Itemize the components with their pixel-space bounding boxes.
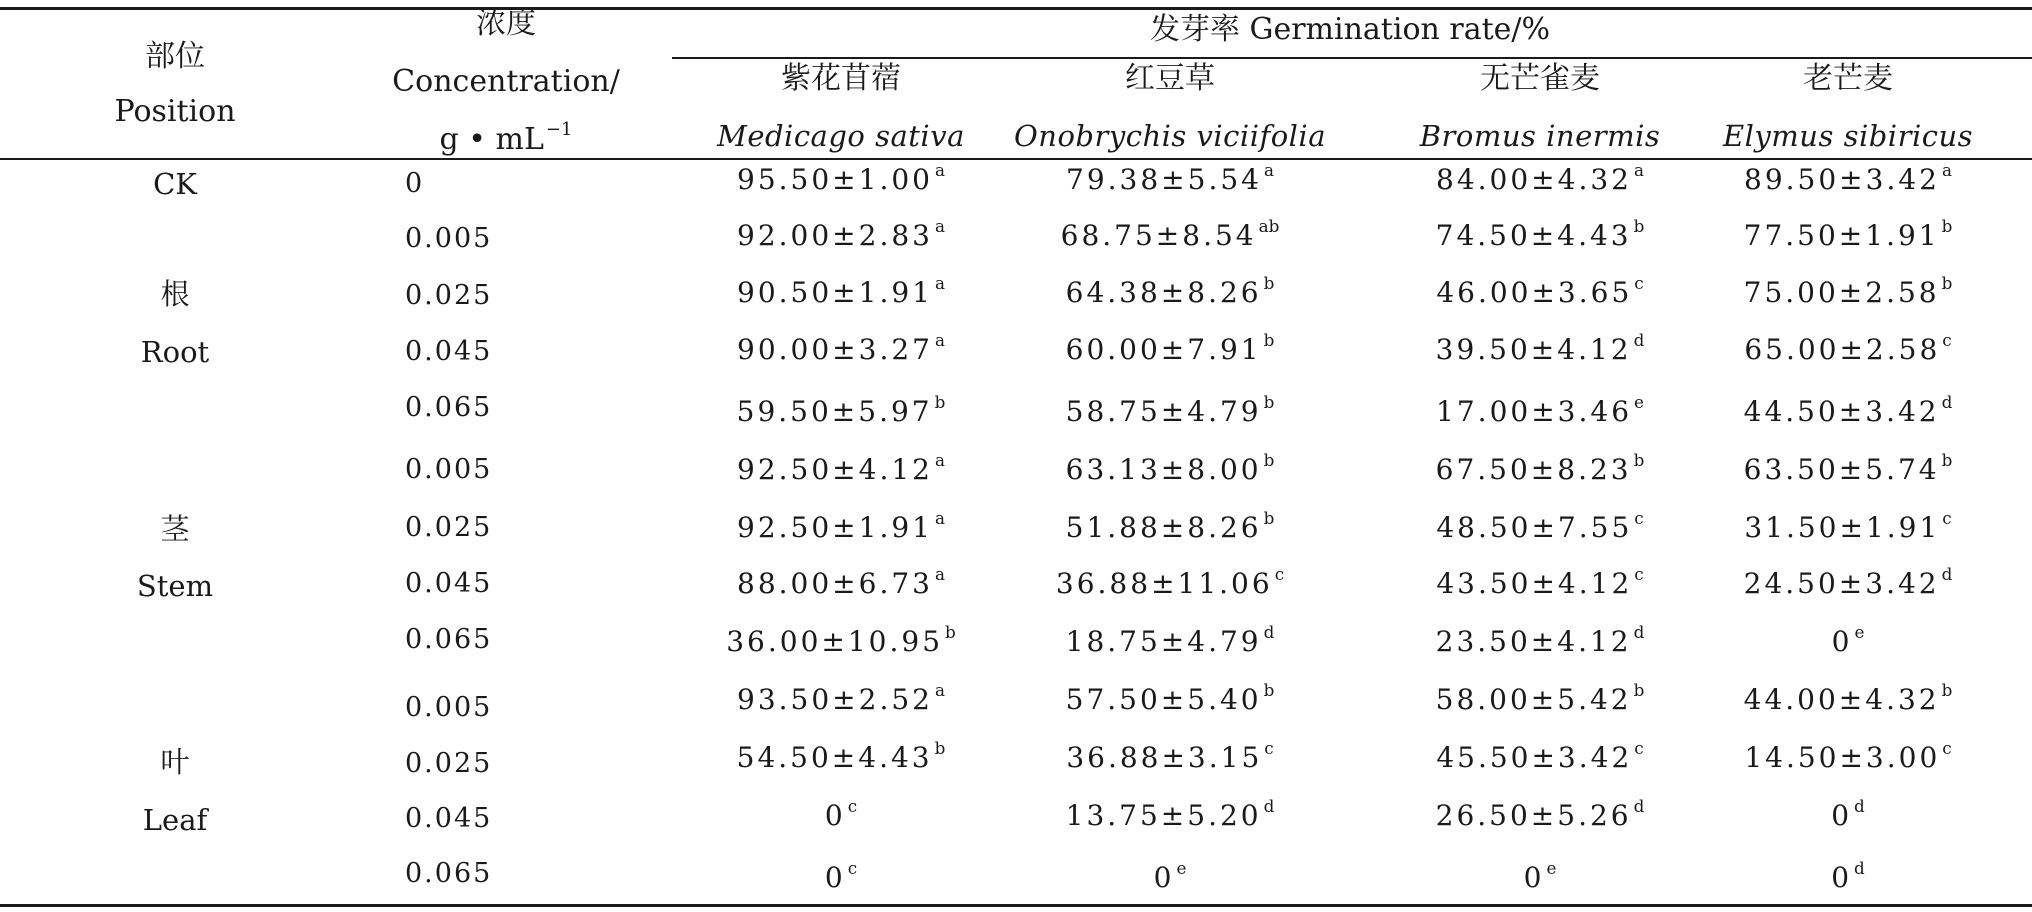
- cell-value: 90.50±1.91: [737, 276, 933, 309]
- bottom-rule: [0, 904, 2032, 907]
- table-cell: [1831, 796, 1865, 832]
- table-cell: [1065, 508, 1275, 544]
- table-cell: [1436, 738, 1644, 774]
- cell-value: 51.88±8.26: [1065, 511, 1262, 544]
- cell-value: 60.00±7.91: [1065, 333, 1262, 366]
- cell-value: 39.50±4.12: [1435, 333, 1632, 366]
- group-leaf-label-en: Leaf: [142, 803, 208, 837]
- table-cell: [1055, 564, 1285, 600]
- significance-letter: a: [934, 216, 945, 237]
- concentration-value: 0.005: [405, 692, 493, 723]
- table-cell: [1743, 450, 1953, 486]
- table-cell: [1065, 273, 1275, 309]
- table-cell: [1065, 680, 1275, 716]
- table-cell: [1065, 796, 1275, 832]
- table-cell: [726, 622, 956, 658]
- header-bottom-rule: [0, 158, 2032, 160]
- group-root-label-en: Root: [140, 335, 210, 369]
- table-cell: [1743, 680, 1953, 716]
- group-stem-label-zh: 茎: [160, 512, 190, 546]
- cell-value: 54.50±4.43: [736, 741, 933, 774]
- significance-letter: d: [1633, 622, 1645, 643]
- significance-letter: b: [1941, 680, 1953, 701]
- table-cell: [1436, 273, 1644, 309]
- cell-value: 92.00±2.83: [737, 219, 933, 252]
- species-latin-elymus: Elymus sibiricus: [1722, 119, 1974, 153]
- cell-value: 59.50±5.97: [736, 395, 933, 428]
- cell-value: 0: [824, 861, 846, 894]
- significance-letter: c: [847, 796, 858, 817]
- cell-value: 24.50±3.42: [1743, 567, 1940, 600]
- significance-letter: b: [1263, 330, 1275, 351]
- table-cell: [1435, 796, 1645, 832]
- cell-value: 36.88±3.15: [1066, 741, 1263, 774]
- significance-letter: ab: [1258, 216, 1280, 237]
- concentration-value: 0.045: [405, 803, 493, 834]
- table-cell: [1744, 738, 1952, 774]
- significance-letter: a: [934, 450, 945, 471]
- cell-value: 74.50±4.43: [1435, 219, 1632, 252]
- concentration-value: 0.045: [405, 336, 493, 367]
- table-cell: [1436, 392, 1644, 428]
- cell-value: 18.75±4.79: [1065, 625, 1262, 658]
- cell-value: 92.50±4.12: [737, 453, 933, 486]
- concentration-value: 0.025: [405, 512, 493, 543]
- cell-value: 26.50±5.26: [1435, 799, 1632, 832]
- table-cell: [737, 273, 945, 309]
- concentration-value: 0: [405, 168, 425, 199]
- table-cell: [1065, 622, 1275, 658]
- significance-letter: e: [1546, 858, 1557, 879]
- concentration-header-zh: 浓度: [476, 6, 536, 41]
- significance-letter: c: [847, 858, 858, 879]
- cell-value: 46.00±3.65: [1436, 276, 1633, 309]
- significance-letter: d: [1941, 564, 1953, 585]
- concentration-value: 0.045: [405, 568, 493, 599]
- significance-letter: b: [1633, 450, 1645, 471]
- cell-value: 13.75±5.20: [1065, 799, 1262, 832]
- table-cell: [736, 392, 946, 428]
- table-cell: [737, 680, 945, 716]
- cell-value: 89.50±3.42: [1744, 163, 1940, 196]
- significance-letter: d: [1854, 796, 1865, 817]
- table-cell: [1436, 564, 1644, 600]
- significance-letter: b: [1263, 450, 1275, 471]
- cell-value: 75.00±2.58: [1743, 276, 1940, 309]
- species-zh-bromus: 无芒雀麦: [1480, 61, 1600, 96]
- cell-value: 84.00±4.32: [1436, 163, 1632, 196]
- significance-letter: b: [1941, 216, 1953, 237]
- table-cell: [737, 330, 945, 366]
- cell-value: 44.50±3.42: [1743, 395, 1940, 428]
- significance-letter: b: [1941, 273, 1953, 294]
- group-leaf-label-zh: 叶: [160, 745, 190, 779]
- significance-letter: d: [1854, 858, 1865, 879]
- concentration-value: 0.005: [405, 223, 493, 254]
- position-header-en: Position: [114, 94, 236, 129]
- significance-letter: c: [1634, 738, 1644, 759]
- significance-letter: e: [1854, 622, 1865, 643]
- table-cell: [1831, 858, 1865, 894]
- table-cell: [1435, 450, 1645, 486]
- significance-letter: b: [934, 738, 946, 759]
- significance-letter: c: [1634, 273, 1644, 294]
- table-cell: [1743, 273, 1953, 309]
- significance-letter: b: [945, 622, 956, 643]
- table-cell: [1744, 508, 1952, 544]
- cell-value: 77.50±1.91: [1743, 219, 1940, 252]
- cell-value: 45.50±3.42: [1436, 741, 1633, 774]
- table-cell: [1436, 508, 1644, 544]
- cell-value: 0: [1523, 861, 1545, 894]
- cell-value: 44.00±4.32: [1743, 683, 1940, 716]
- concentration-value: 0.005: [405, 454, 493, 485]
- cell-value: 36.88±11.06: [1055, 567, 1273, 600]
- concentration-value: 0.065: [405, 624, 493, 655]
- table-cell: [1436, 160, 1644, 196]
- significance-letter: a: [934, 160, 945, 181]
- table-cell: [1060, 216, 1280, 252]
- significance-letter: a: [1633, 160, 1644, 181]
- concentration-header-en: Concentration/: [392, 64, 620, 99]
- cell-value: 63.50±5.74: [1743, 453, 1940, 486]
- significance-letter: d: [1633, 796, 1645, 817]
- cell-value: 17.00±3.46: [1436, 395, 1633, 428]
- group-ck-label: CK: [153, 167, 197, 201]
- significance-letter: c: [1634, 564, 1644, 585]
- table-cell: [824, 796, 858, 832]
- significance-letter: a: [934, 564, 945, 585]
- cell-value: 92.50±1.91: [737, 511, 933, 544]
- group-stem-label-en: Stem: [136, 569, 214, 603]
- significance-letter: c: [1942, 508, 1952, 529]
- table-cell: [737, 450, 945, 486]
- cell-value: 0: [824, 799, 846, 832]
- significance-letter: b: [1633, 216, 1645, 237]
- table-cell: [737, 160, 945, 196]
- group-root-label-zh: 根: [160, 277, 190, 311]
- cell-value: 67.50±8.23: [1435, 453, 1632, 486]
- cell-value: 48.50±7.55: [1436, 511, 1633, 544]
- significance-letter: a: [1263, 160, 1274, 181]
- cell-value: 68.75±8.54: [1060, 219, 1257, 252]
- significance-letter: b: [1263, 273, 1275, 294]
- significance-letter: c: [1264, 738, 1274, 759]
- significance-letter: e: [1176, 858, 1187, 879]
- table-cell: [1153, 858, 1187, 894]
- table-cell: [1065, 330, 1275, 366]
- position-header-zh: 部位: [145, 39, 205, 74]
- concentration-unit: g • mL $^{-1}$: [439, 119, 573, 157]
- significance-letter: b: [1263, 508, 1275, 529]
- table-cell: [1744, 160, 1952, 196]
- cell-value: 90.00±3.27: [737, 333, 933, 366]
- significance-letter: b: [1263, 392, 1275, 413]
- concentration-value: 0.065: [405, 392, 493, 423]
- cell-value: 95.50±1.00: [737, 163, 933, 196]
- cell-value: 63.13±8.00: [1065, 453, 1262, 486]
- significance-letter: b: [1941, 450, 1953, 471]
- cell-value: 64.38±8.26: [1065, 276, 1262, 309]
- table-cell: [1435, 680, 1645, 716]
- table-cell: [1435, 622, 1645, 658]
- significance-letter: d: [1941, 392, 1953, 413]
- significance-letter: b: [934, 392, 946, 413]
- significance-letter: b: [1263, 680, 1275, 701]
- significance-letter: c: [1274, 564, 1285, 585]
- significance-letter: a: [934, 330, 945, 351]
- significance-letter: d: [1633, 330, 1645, 351]
- species-zh-onobrychis: 红豆草: [1125, 61, 1215, 96]
- table-cell: [824, 858, 858, 894]
- significance-letter: b: [1633, 680, 1645, 701]
- table-cell: [737, 216, 945, 252]
- cell-value: 57.50±5.40: [1065, 683, 1262, 716]
- table-cell: [1065, 392, 1275, 428]
- significance-letter: c: [1942, 330, 1952, 351]
- significance-letter: a: [1941, 160, 1952, 181]
- cell-value: 0: [1831, 861, 1853, 894]
- species-latin-bromus: Bromus inermis: [1419, 119, 1661, 153]
- significance-letter: a: [934, 508, 945, 529]
- germination-rate-header: 发芽率 Germination rate/%: [1149, 12, 1551, 47]
- top-rule: [0, 7, 2032, 10]
- cell-value: 93.50±2.52: [737, 683, 933, 716]
- cell-value: 0: [1831, 625, 1853, 658]
- cell-value: 88.00±6.73: [737, 567, 933, 600]
- table-cell: [737, 564, 945, 600]
- significance-letter: a: [934, 680, 945, 701]
- species-zh-elymus: 老芒麦: [1803, 61, 1893, 96]
- table-cell: [1743, 216, 1953, 252]
- cell-value: 58.75±4.79: [1065, 395, 1262, 428]
- table-cell: [1066, 160, 1274, 196]
- cell-value: 58.00±5.42: [1435, 683, 1632, 716]
- table-cell: [1065, 450, 1275, 486]
- table-cell: [737, 508, 945, 544]
- cell-value: 23.50±4.12: [1435, 625, 1632, 658]
- significance-letter: c: [1634, 508, 1644, 529]
- significance-letter: a: [934, 273, 945, 294]
- cell-value: 65.00±2.58: [1744, 333, 1941, 366]
- table-cell: [1743, 392, 1953, 428]
- concentration-value: 0.025: [405, 280, 493, 311]
- table-cell: [1435, 216, 1645, 252]
- species-latin-onobrychis: Onobrychis viciifolia: [1014, 119, 1326, 153]
- cell-value: 36.00±10.95: [726, 625, 944, 658]
- cell-value: 79.38±5.54: [1066, 163, 1262, 196]
- cell-value: 0: [1153, 861, 1175, 894]
- significance-letter: d: [1263, 796, 1275, 817]
- cell-value: 31.50±1.91: [1744, 511, 1941, 544]
- cell-value: 14.50±3.00: [1744, 741, 1941, 774]
- concentration-value: 0.025: [405, 748, 493, 779]
- table-cell: [1831, 622, 1865, 658]
- cell-value: 43.50±4.12: [1436, 567, 1633, 600]
- significance-letter: e: [1634, 392, 1644, 413]
- table-cell: [1743, 564, 1953, 600]
- table-cell: [1744, 330, 1952, 366]
- cell-value: 0: [1831, 799, 1853, 832]
- table-cell: [736, 738, 946, 774]
- table-cell: [1066, 738, 1274, 774]
- table-cell: [1435, 330, 1645, 366]
- species-latin-medicago: Medicago sativa: [717, 119, 965, 153]
- table-cell: [1523, 858, 1557, 894]
- concentration-value: 0.065: [405, 858, 493, 889]
- significance-letter: c: [1942, 738, 1952, 759]
- significance-letter: d: [1263, 622, 1275, 643]
- species-zh-medicago: 紫花苜蓿: [781, 61, 901, 96]
- subheader-rule: [672, 57, 2032, 59]
